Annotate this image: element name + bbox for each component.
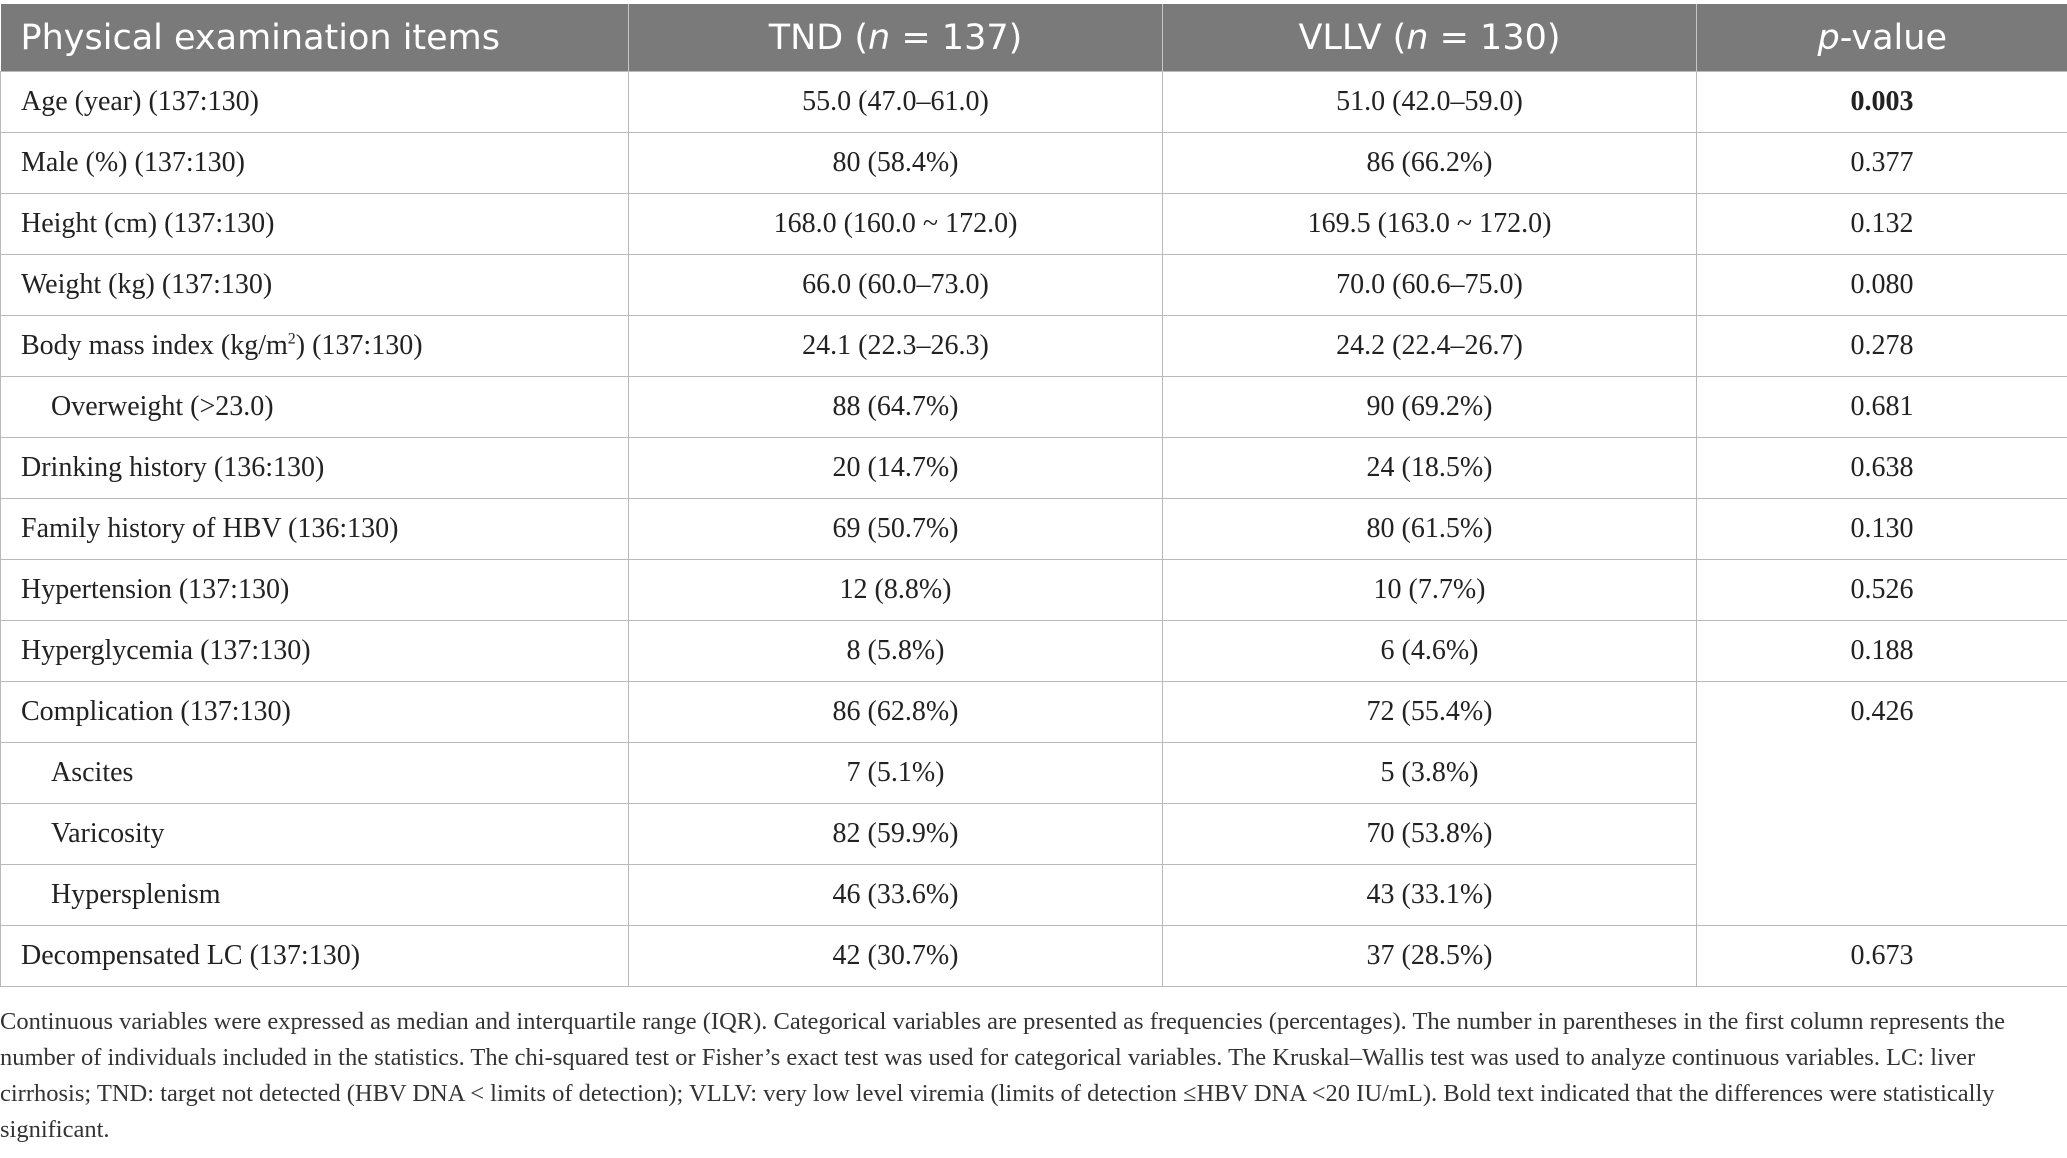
vllv-value: 86 (66.2%) [1163,133,1697,194]
row-label: Weight (kg) (137:130) [1,255,629,316]
table-row [1,316,2067,377]
p-value: 0.080 [1697,255,2067,316]
tnd-value: 86 (62.8%) [629,682,1163,743]
row-label: Complication (137:130) [1,682,629,743]
row-label: Drinking history (136:130) [1,438,629,499]
row-label: Family history of HBV (136:130) [1,499,629,560]
row-label: Varicosity [1,804,629,865]
row-label: Hypersplenism [1,865,629,926]
header-items: Physical examination items [1,4,629,72]
row-label: Hyperglycemia (137:130) [1,621,629,682]
tnd-value: 168.0 (160.0 ~ 172.0) [629,194,1163,255]
header-p-value: p-value [1697,4,2067,72]
row-label: Decompensated LC (137:130) [1,926,629,987]
tnd-value: 55.0 (47.0–61.0) [629,72,1163,133]
tnd-value: 66.0 (60.0–73.0) [629,255,1163,316]
tnd-value: 42 (30.7%) [629,926,1163,987]
table-row [1,194,2067,255]
vllv-value: 43 (33.1%) [1163,865,1697,926]
tnd-value: 12 (8.8%) [629,560,1163,621]
table-footnote: Continuous variables were expressed as median and interquartile range (IQR). Categorical variables are presented as frequencies (percentages). The number in parentheses in the first column represents the number of individuals included in the statistics. The chi-squared test or Fisher’s exact test was used for categorical variables. The Kruskal–Wallis test was used to analyze continuous variables. LC: liver cirrhosis; TND: target not detected (HBV DNA < limits of detection); VLLV: very low level viremia (limits of detection ≤HBV DNA <20 IU/mL). Bold text indicated that the differences were statistically significant. [0,1008,2006,1143]
vllv-value: 24 (18.5%) [1163,438,1697,499]
tnd-value: 8 (5.8%) [629,621,1163,682]
table-row [1,682,2067,743]
tnd-value: 46 (33.6%) [629,865,1163,926]
vllv-value: 24.2 (22.4–26.7) [1163,316,1697,377]
p-value: 0.638 [1697,438,2067,499]
row-label: Ascites [1,743,629,804]
table-row [1,926,2067,987]
vllv-value: 90 (69.2%) [1163,377,1697,438]
vllv-value: 6 (4.6%) [1163,621,1697,682]
p-value: 0.526 [1697,560,2067,621]
table-row [1,621,2067,682]
tnd-value: 7 (5.1%) [629,743,1163,804]
p-value: 0.681 [1697,377,2067,438]
table-row [1,499,2067,560]
row-label: Male (%) (137:130) [1,133,629,194]
vllv-value: 51.0 (42.0–59.0) [1163,72,1697,133]
table-row [1,255,2067,316]
vllv-value: 72 (55.4%) [1163,682,1697,743]
vllv-value: 70.0 (60.6–75.0) [1163,255,1697,316]
header-tnd: TND (n = 137) [629,4,1163,72]
header-vllv: VLLV (n = 130) [1163,4,1697,72]
vllv-value: 70 (53.8%) [1163,804,1697,865]
tnd-value: 82 (59.9%) [629,804,1163,865]
tnd-value: 88 (64.7%) [629,377,1163,438]
p-value: 0.278 [1697,316,2067,377]
table-row [1,72,2067,133]
physical-examination-table [0,4,2067,987]
row-label: Hypertension (137:130) [1,560,629,621]
table-row [1,133,2067,194]
p-value: 0.673 [1697,926,2067,987]
row-label: Height (cm) (137:130) [1,194,629,255]
tnd-value: 20 (14.7%) [629,438,1163,499]
table-row [1,438,2067,499]
vllv-value: 80 (61.5%) [1163,499,1697,560]
tnd-value: 69 (50.7%) [629,499,1163,560]
header-row [1,4,2067,72]
table-row [1,560,2067,621]
p-value: 0.377 [1697,133,2067,194]
tnd-value: 80 (58.4%) [629,133,1163,194]
p-value: 0.426 [1697,682,2067,926]
vllv-value: 37 (28.5%) [1163,926,1697,987]
row-label: Age (year) (137:130) [1,72,629,133]
p-value: 0.130 [1697,499,2067,560]
row-label: Body mass index $(kg/m^2)$ (137:130) [1,316,629,377]
vllv-value: 10 (7.7%) [1163,560,1697,621]
row-label: Overweight (>23.0) [1,377,629,438]
vllv-value: 169.5 (163.0 ~ 172.0) [1163,194,1697,255]
table-container [0,4,2067,987]
tnd-value: 24.1 (22.3–26.3) [629,316,1163,377]
vllv-value: 5 (3.8%) [1163,743,1697,804]
table-row [1,377,2067,438]
p-value: 0.188 [1697,621,2067,682]
p-value: 0.003 [1697,72,2067,133]
p-value: 0.132 [1697,194,2067,255]
